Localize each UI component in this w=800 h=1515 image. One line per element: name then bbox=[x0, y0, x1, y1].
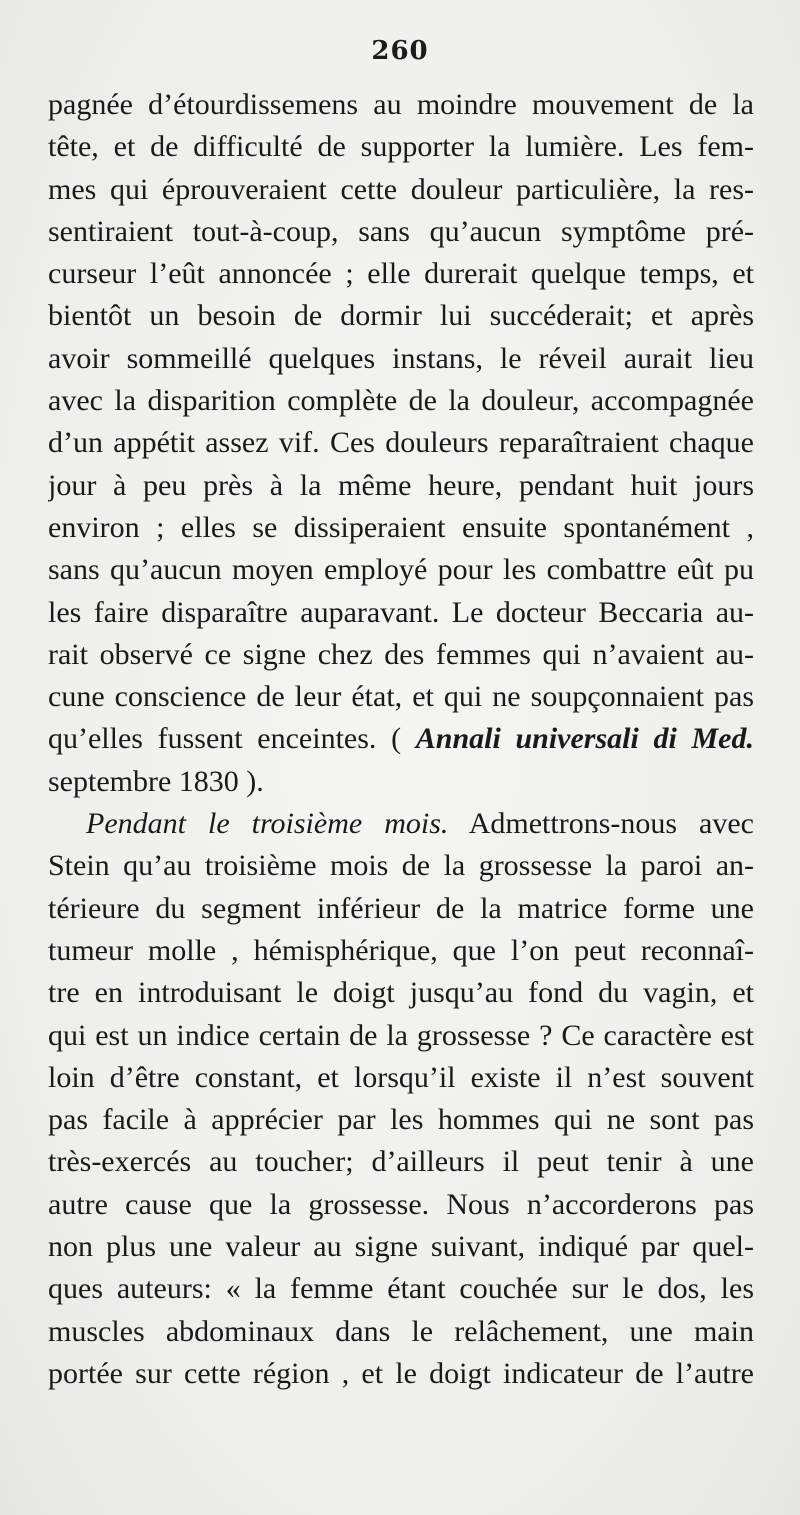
text-line bbox=[48, 592, 754, 634]
text-segment: pagnée d’étourdissemens au moindre mouvement de la bbox=[48, 88, 754, 121]
text-segment: mes qui éprouveraient cette douleur particulière, la res- bbox=[48, 172, 754, 206]
text-segment: septembre 1830 ). bbox=[48, 764, 264, 798]
text-line bbox=[48, 1099, 754, 1141]
text-segment: muscles abdominaux dans le relâchement, une main bbox=[48, 1314, 754, 1348]
text-segment: rait observé ce signe chez des femmes qui n’avaient au- bbox=[48, 637, 754, 671]
text-line bbox=[48, 1015, 754, 1057]
text-line bbox=[48, 380, 754, 422]
text-line bbox=[48, 1226, 754, 1268]
text-line bbox=[48, 972, 754, 1014]
text-segment: non plus une valeur au signe suivant, indiqué par quel- bbox=[48, 1230, 754, 1264]
text-line bbox=[48, 761, 754, 803]
text-segment: cune conscience de leur état, et qui ne soupçonnaient pas bbox=[48, 680, 754, 714]
text-line bbox=[48, 169, 754, 211]
text-segment: sans qu’aucun moyen employé pour les combattre eût pu bbox=[48, 553, 754, 587]
text-line bbox=[48, 676, 754, 718]
text-segment: tête, et de difficulté de supporter la lumière. Les fem- bbox=[48, 130, 754, 164]
text-line bbox=[48, 549, 754, 591]
text-segment: avec la disparition complète de la douleur, accompagnée bbox=[48, 384, 754, 418]
text-segment: tumeur molle , hémisphérique, que l’on peut reconnaî- bbox=[48, 933, 754, 967]
text-segment: d’un appétit assez vif. Ces douleurs reparaîtraient chaque bbox=[48, 426, 754, 460]
text-line bbox=[48, 295, 754, 337]
text-segment: ques auteurs: « la femme étant couchée sur le dos, les bbox=[48, 1272, 754, 1306]
text-line bbox=[48, 1141, 754, 1183]
text-segment: qui est un indice certain de la grossesse ? Ce caractère est bbox=[48, 1018, 754, 1052]
text-line bbox=[48, 1184, 754, 1226]
text-segment: pas facile à apprécier par les hommes qui ne sont pas bbox=[48, 1103, 754, 1137]
text-segment: les faire disparaître auparavant. Le docteur Beccaria au- bbox=[48, 595, 754, 629]
text-line bbox=[48, 1057, 754, 1099]
text-segment: qu’elles fussent enceintes. ( bbox=[48, 722, 416, 756]
text-segment: autre cause que la grossesse. Nous n’accorderons pas bbox=[48, 1187, 754, 1221]
text-line bbox=[48, 84, 754, 126]
text-line bbox=[48, 1311, 754, 1353]
text-line bbox=[48, 211, 754, 253]
page-number: 260 bbox=[371, 36, 429, 66]
text-line bbox=[48, 1353, 754, 1395]
text-segment: jour à peu près à la même heure, pendant huit jours bbox=[48, 468, 754, 502]
text-segment: Stein qu’au troisième mois de la grossesse la paroi an- bbox=[48, 849, 754, 883]
text-segment: environ ; elles se dissiperaient ensuite spontanément , bbox=[48, 510, 754, 544]
text-segment: sentiraient tout-à-coup, sans qu’aucun symptôme pré- bbox=[48, 214, 754, 248]
text-line bbox=[48, 888, 754, 930]
text-segment: portée sur cette région , et le doigt indicateur de l’autre bbox=[48, 1356, 754, 1390]
text-line bbox=[48, 126, 754, 168]
text-line bbox=[48, 803, 754, 845]
text-segment: curseur l’eût annoncée ; elle durerait quelque temps, et bbox=[48, 257, 754, 291]
text-line bbox=[48, 507, 754, 549]
text-segment: très-exercés au toucher; d’ailleurs il peut tenir à une bbox=[48, 1145, 754, 1179]
text-line bbox=[48, 634, 754, 676]
text-line bbox=[48, 1268, 754, 1310]
text-line bbox=[48, 338, 754, 380]
text-line bbox=[48, 422, 754, 464]
text-segment: Admettrons-nous avec bbox=[448, 807, 754, 841]
body-text bbox=[48, 84, 754, 1395]
italic-text: Pendant le troisième mois. bbox=[86, 807, 449, 841]
text-segment: loin d’être constant, et lorsqu’il existe il n’est souvent bbox=[48, 1060, 754, 1094]
text-line bbox=[48, 465, 754, 507]
italic-text: Annali universali di Med. bbox=[415, 722, 754, 756]
text-segment: avoir sommeillé quelques instans, le réveil aurait lieu bbox=[48, 341, 754, 375]
text-segment: bientôt un besoin de dormir lui succéderait; et après bbox=[48, 299, 754, 333]
text-line bbox=[48, 930, 754, 972]
text-segment: térieure du segment inférieur de la matrice forme une bbox=[48, 891, 754, 925]
text-segment: tre en introduisant le doigt jusqu’au fond du vagin, et bbox=[48, 976, 754, 1010]
text-line bbox=[48, 718, 754, 760]
text-line bbox=[48, 845, 754, 887]
text-line bbox=[48, 253, 754, 295]
